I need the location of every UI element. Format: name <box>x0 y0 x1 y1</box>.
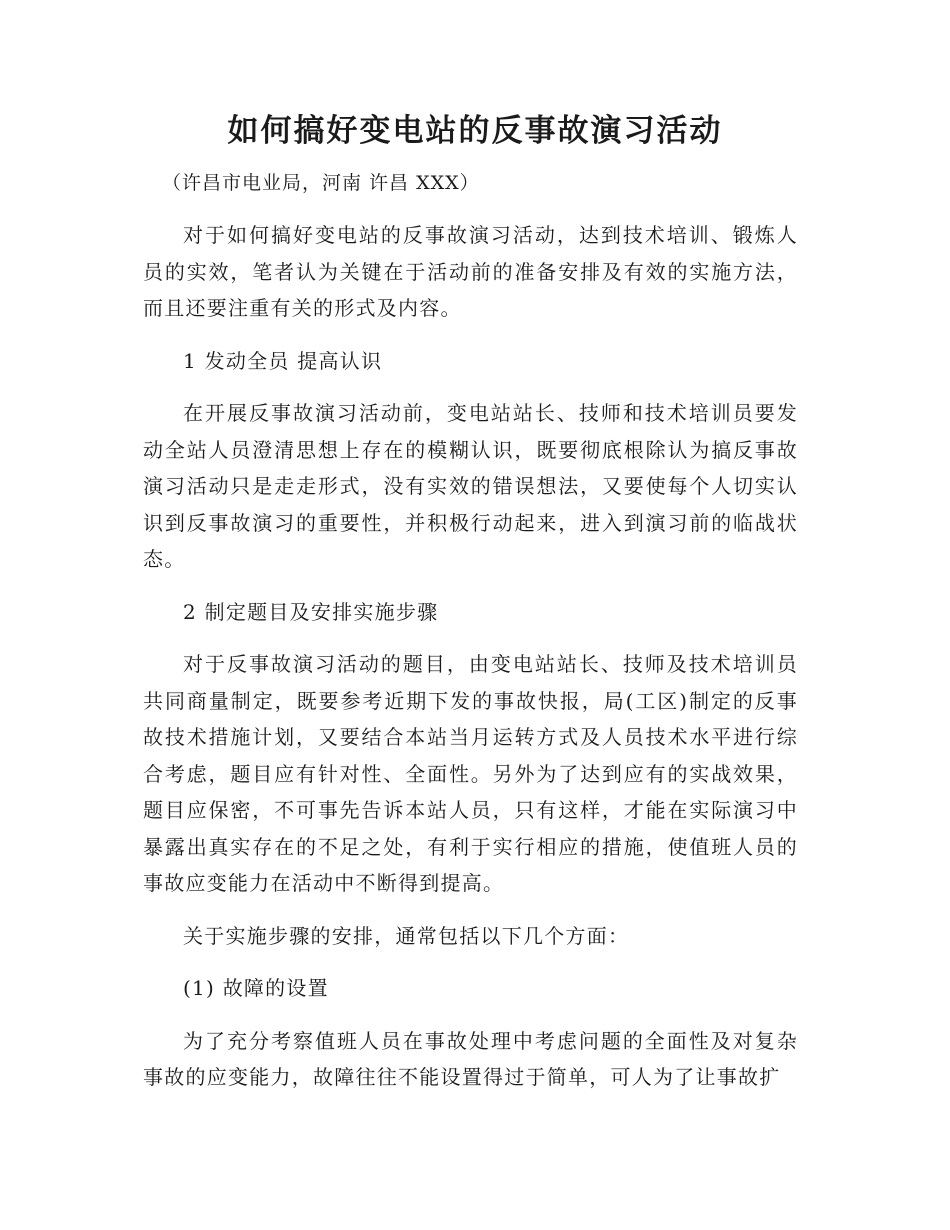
section-heading-1: 1 发动全员 提高认识 <box>183 348 383 373</box>
body-paragraph: 为了充分考察值班人员在事故处理中考虑问题的全面性及对复杂事故的应变能力，故障往往不能设置得过于简单，可人为了让事故扩 <box>143 1028 798 1089</box>
subsection-heading-1: (1) 故障的设置 <box>183 976 329 1000</box>
intro-paragraph: 对于如何搞好变电站的反事故演习活动，达到技术培训、锻炼人员的实效，笔者认为关键在于活动前的准备安排及有效的实施方法，而且还要注重有关的形式及内容。 <box>143 223 798 320</box>
body-paragraph: 关于实施步骤的安排，通常包括以下几个方面： <box>183 923 630 948</box>
section-heading-2: 2 制定题目及安排实施步骤 <box>183 599 439 624</box>
author-affiliation: （许昌市电业局，河南 许昌 XXX） <box>162 172 480 194</box>
document-body <box>143 217 798 1112</box>
body-paragraph: 在开展反事故演习活动前，变电站站长、技师和技术培训员要发动全站人员澄清思想上存在的模糊认识，既要彻底根除认为搞反事故演习活动只是走走形式，没有实效的错误想法，又要使每个人切实认识到反事故演习的重要性，并积极行动起来，进入到演习前的临战状态。 <box>143 401 798 571</box>
body-paragraph: 对于反事故演习活动的题目，由变电站站长、技师及技术培训员共同商量制定，既要参考近期下发的事故快报，局(工区)制定的反事故技术措施计划，又要结合本站当月运转方式及人员技术水平进行综合考虑，题目应有针对性、全面性。另外为了达到应有的实战效果，题目应保密，不可事先告诉本站人员，只有这样，才能在实际演习中暴露出真实存在的不足之处，有利于实行相应的措施，使值班人员的事故应变能力在活动中不断得到提高。 <box>143 652 798 895</box>
document-title: 如何搞好变电站的反事故演习活动 <box>227 113 723 149</box>
